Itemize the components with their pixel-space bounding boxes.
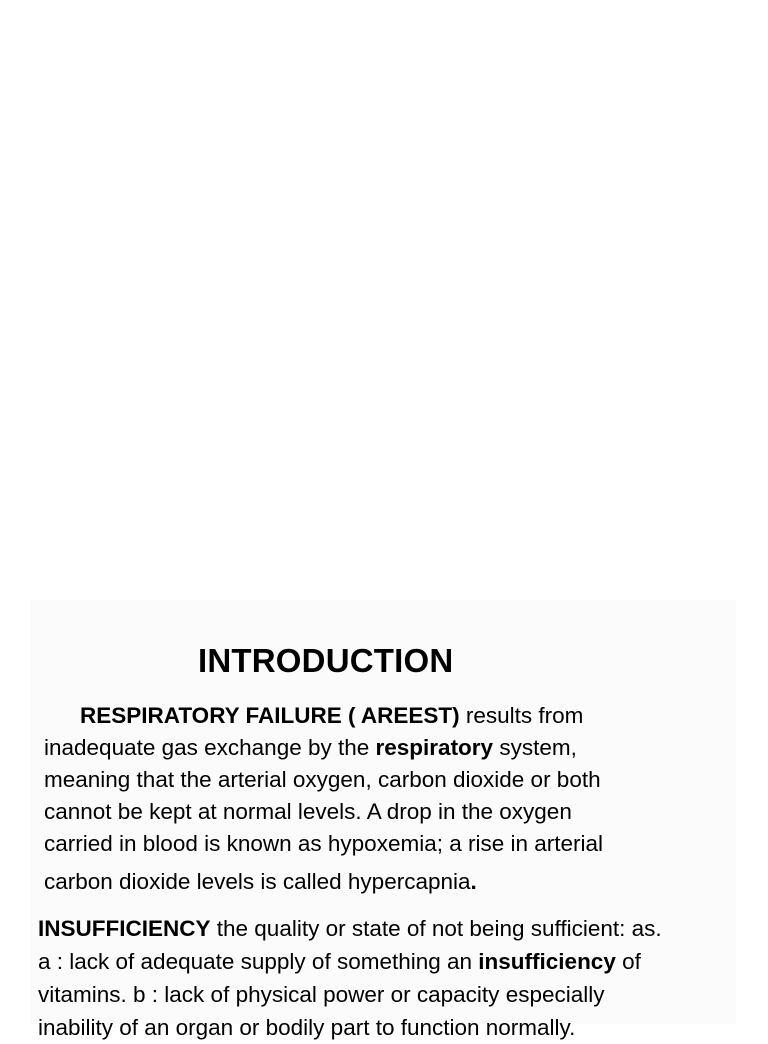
term-respiratory-failure: RESPIRATORY FAILURE ( AREEST)	[80, 703, 460, 728]
term-insufficiency-inline: insufficiency	[478, 949, 616, 974]
insufficiency-definition	[38, 912, 738, 1044]
definition-line: vitamins. b : lack of physical power or capacity especially	[38, 982, 605, 1007]
respiratory-failure-paragraph	[44, 700, 724, 898]
paragraph-line: RESPIRATORY FAILURE ( AREEST) results from	[80, 703, 584, 728]
paragraph-line: carbon dioxide levels is called hypercapnia.	[44, 869, 477, 894]
introduction-slide	[30, 600, 736, 1040]
paragraph-line: cannot be kept at normal levels. A drop in the oxygen	[44, 799, 572, 824]
paragraph-line: meaning that the arterial oxygen, carbon dioxide or both	[44, 767, 601, 792]
term-respiratory: respiratory	[375, 735, 494, 760]
definition-line: inability of an organ or bodily part to function normally.	[38, 1015, 576, 1040]
definition-line: INSUFFICIENCY the quality or state of not being sufficient: as.	[38, 916, 662, 941]
slide-title: INTRODUCTION	[198, 642, 454, 679]
term-insufficiency: INSUFFICIENCY	[38, 916, 211, 941]
paragraph-line: carried in blood is known as hypoxemia; a rise in arterial	[44, 831, 604, 856]
definition-line: a : lack of adequate supply of something an insufficiency of	[38, 949, 641, 974]
paragraph-line: inadequate gas exchange by the respiratory system,	[44, 735, 577, 760]
